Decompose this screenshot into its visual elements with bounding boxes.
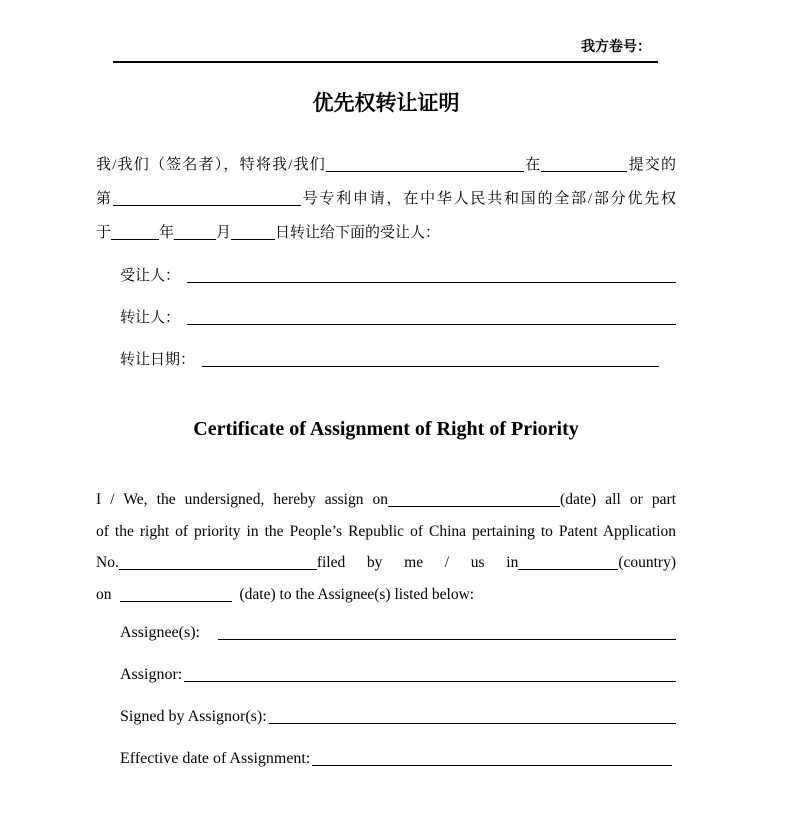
- english-fields: [96, 624, 676, 772]
- assignee-blank-line-cn: [187, 282, 676, 283]
- cn-l1-text-after: 提交的: [627, 157, 676, 173]
- field-row-assignees-en: [120, 624, 676, 646]
- cn-l2-text-before: 第: [96, 191, 113, 207]
- assignment-date-blank-line-cn: [202, 366, 659, 367]
- en-l1-text-after: (date) all or part: [560, 491, 676, 508]
- assignor-blank-line-en: [184, 681, 676, 682]
- en-paragraph-line-4: [96, 579, 676, 611]
- en-paragraph-line-2: [96, 516, 676, 548]
- en-l3-text-before: No.: [96, 554, 119, 571]
- file-number-label: 我方卷号：: [581, 40, 651, 55]
- cn-l1-text-before: 我/我们（签名者），特将我/我们: [96, 157, 326, 173]
- cn-blank-month: [174, 239, 216, 240]
- signed-by-assignor-blank-line-en: [269, 723, 676, 724]
- chinese-paragraph: [96, 148, 676, 250]
- en-paragraph-line-1: [96, 484, 676, 516]
- assignees-blank-line-en: [218, 639, 676, 640]
- en-blank-application-number: [119, 569, 317, 570]
- field-row-assignor-cn: [120, 306, 676, 328]
- english-title: Certificate of Assignment of Right of Priority: [193, 418, 579, 440]
- chinese-title: 优先权转让证明: [312, 91, 460, 115]
- cn-l3-text-year: 年: [159, 225, 175, 241]
- field-row-effective-date-en: [120, 750, 676, 772]
- en-l1-text-before: I / We, the undersigned, hereby assign on: [96, 491, 389, 508]
- en-l4-text-before: on: [96, 585, 112, 603]
- assignor-blank-line-cn: [187, 324, 676, 325]
- field-row-assignee-cn: [120, 264, 676, 286]
- cn-paragraph-line-2: [96, 182, 676, 216]
- assignees-label-en: Assignee(s):: [120, 624, 200, 641]
- document-header: [96, 40, 676, 63]
- cn-paragraph-line-1: [96, 148, 676, 182]
- english-paragraph: [96, 484, 676, 610]
- assignment-date-label-cn: 转让日期：: [120, 352, 196, 368]
- cn-l1-text-mid: 在: [523, 157, 542, 173]
- cn-paragraph-line-3: [96, 216, 676, 250]
- cn-l3-text-month: 月: [216, 225, 232, 241]
- en-l3-text-mid: filed by me / us in: [316, 554, 519, 571]
- en-l4-text-after: (date) to the Assignee(s) listed below:: [239, 585, 475, 603]
- field-row-signed-by-assignor-en: [120, 708, 676, 730]
- cn-l2-text-after: 号专利申请，在中华人民共和国的全部/部分优先权: [300, 191, 676, 207]
- en-l3-text-after: (country): [618, 554, 676, 571]
- file-number-rule: [113, 61, 658, 63]
- en-l2-text: of the right of priority in the People’s Republic of China pertaining to Patent Application: [96, 522, 676, 540]
- assignor-label-en: Assignor:: [120, 666, 183, 683]
- effective-date-label-en: Effective date of Assignment:: [120, 750, 311, 767]
- assignor-label-cn: 转让人：: [120, 310, 181, 326]
- cn-blank-application-number: [113, 205, 301, 206]
- cn-blank-year: [111, 239, 159, 240]
- en-blank-filing-date: [120, 601, 232, 602]
- effective-date-blank-line-en: [312, 765, 672, 766]
- en-blank-country: [518, 569, 618, 570]
- field-row-assignment-date-cn: [120, 348, 676, 370]
- signed-by-assignor-label-en: Signed by Assignor(s):: [120, 708, 267, 725]
- cn-blank-country: [541, 171, 627, 172]
- cn-l3-text-after: 日转让给下面的受让人：: [275, 225, 441, 241]
- cn-l3-text-yu: 于: [96, 225, 112, 241]
- assignee-label-cn: 受让人：: [120, 268, 181, 284]
- en-paragraph-line-3: [96, 547, 676, 579]
- cn-blank-applicant: [326, 171, 524, 172]
- cn-blank-day: [231, 239, 275, 240]
- field-row-assignor-en: [120, 666, 676, 688]
- en-blank-assign-date: [388, 506, 560, 507]
- chinese-fields: [96, 264, 676, 370]
